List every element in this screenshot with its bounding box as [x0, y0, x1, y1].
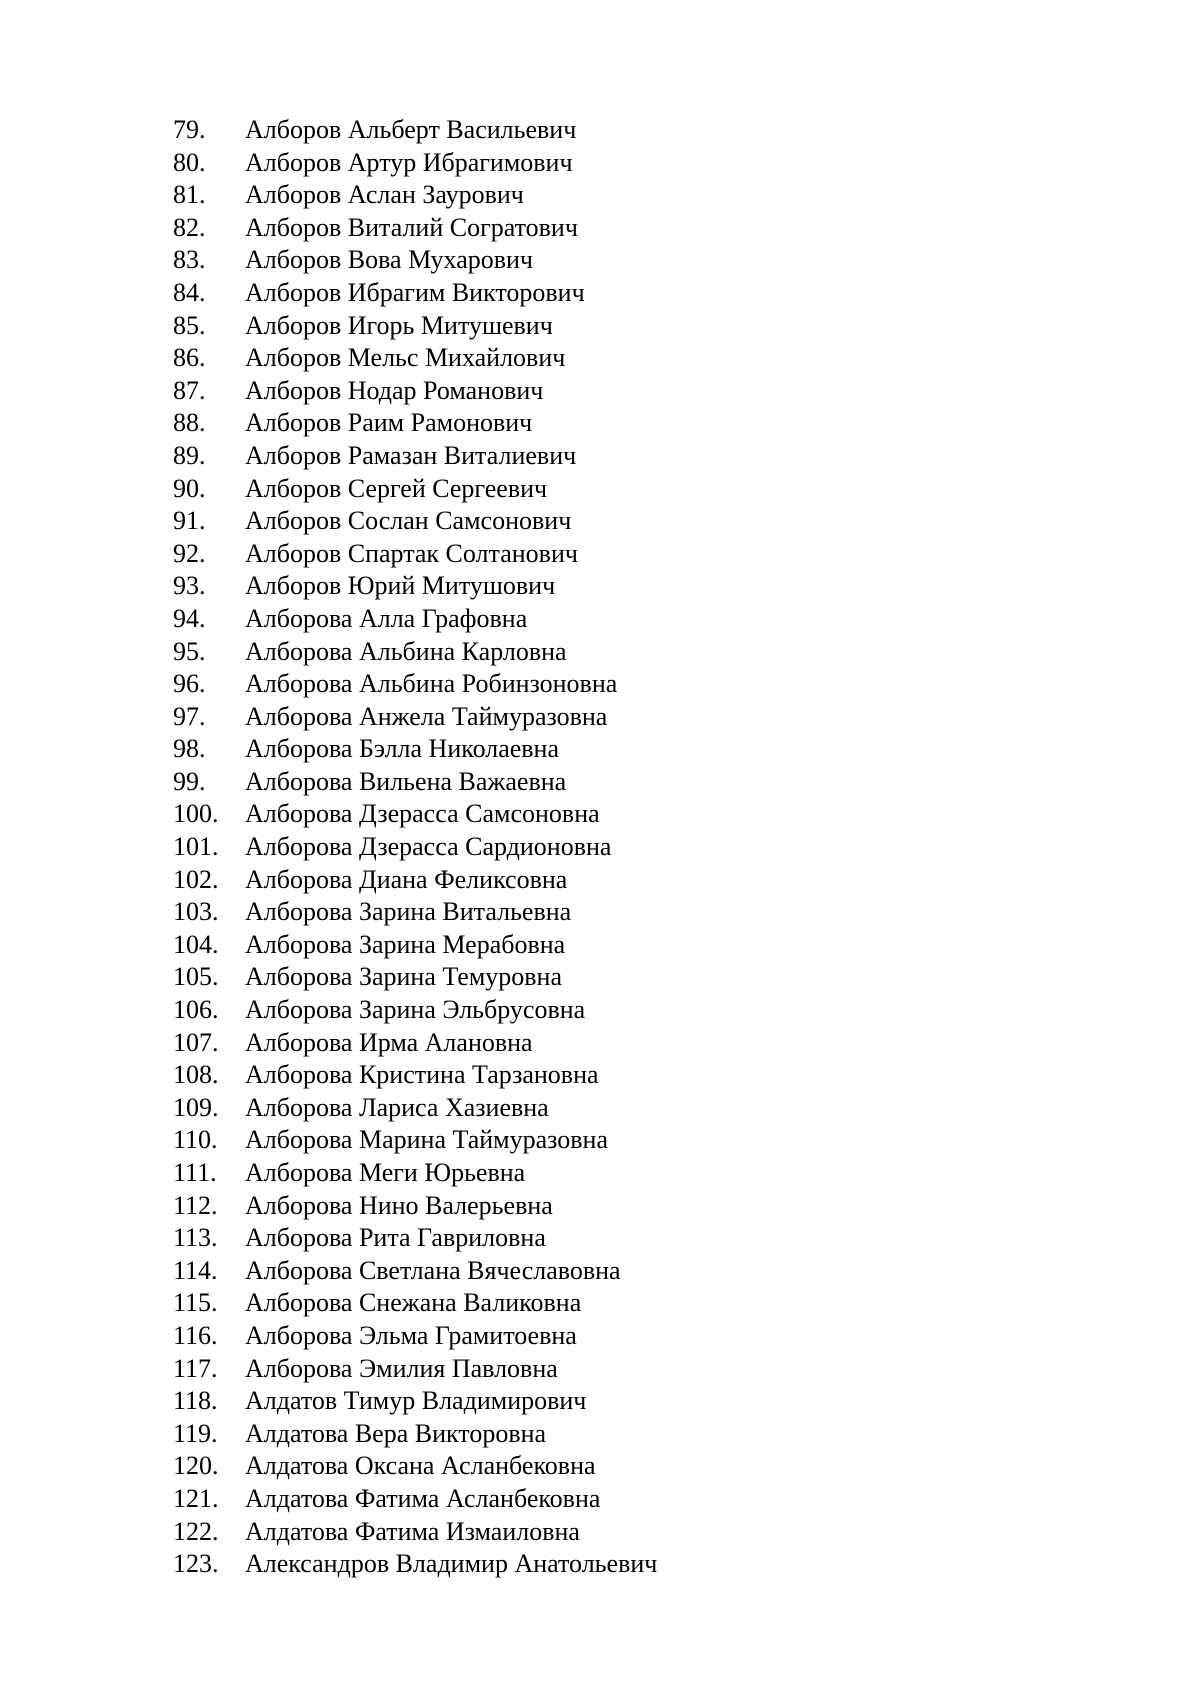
person-name: Алборова Эмилия Павловна [245, 1353, 558, 1383]
item-number: 123. [173, 1549, 219, 1579]
person-name: Алборова Альбина Робинзоновна [245, 669, 618, 699]
list-item [173, 244, 657, 277]
item-number: 79. [173, 115, 206, 144]
list-item [173, 831, 657, 864]
person-name: Алборова Анжела Таймуразовна [245, 701, 608, 731]
person-name: Алборова Ирма Алановна [245, 1027, 533, 1057]
item-number: 112. [173, 1190, 218, 1220]
item-number: 93. [173, 571, 206, 601]
person-name: Алборова Снежана Валиковна [245, 1288, 582, 1318]
item-number: 110. [173, 1125, 218, 1155]
item-number: 111. [173, 1158, 217, 1187]
person-name: Алборова Альбина Карловна [245, 636, 567, 666]
item-number: 107. [173, 1027, 219, 1057]
item-number: 96. [173, 669, 206, 699]
list-item [173, 1027, 657, 1060]
list-item [173, 864, 657, 897]
person-name: Алборова Диана Феликсовна [245, 864, 568, 894]
item-number: 94. [173, 603, 206, 633]
list-item [173, 1092, 657, 1125]
list-item [173, 1157, 657, 1190]
person-name: Алборова Меги Юрьевна [245, 1158, 526, 1187]
list-item [173, 570, 657, 603]
item-number: 116. [173, 1320, 218, 1350]
item-number: 80. [173, 147, 206, 177]
list-item [173, 538, 657, 571]
list-item [173, 1418, 657, 1451]
list-item [173, 1483, 657, 1516]
person-name: Алборов Альберт Васильевич [245, 115, 577, 144]
item-number: 118. [173, 1386, 218, 1416]
list-item [173, 636, 657, 669]
list-item [173, 440, 657, 473]
person-name: Алборова Марина Таймуразовна [245, 1125, 609, 1155]
list-item [173, 896, 657, 929]
item-number: 99. [173, 766, 206, 796]
item-number: 122. [173, 1516, 219, 1546]
item-number: 84. [173, 277, 206, 307]
list-item [173, 1222, 657, 1255]
item-number: 86. [173, 343, 206, 373]
person-name: Алборов Ибрагим Викторович [245, 277, 585, 307]
item-number: 98. [173, 734, 206, 764]
item-number: 95. [173, 636, 206, 666]
list-item [173, 179, 657, 212]
person-name: Алборова Зарина Темуровна [245, 962, 563, 992]
list-item [173, 1059, 657, 1092]
person-name: Алдатова Фатима Измаиловна [245, 1516, 580, 1546]
list-item [173, 994, 657, 1027]
item-number: 105. [173, 962, 219, 992]
person-name: Алборова Лариса Хазиевна [245, 1092, 549, 1122]
person-name: Алборов Виталий Согратович [245, 212, 578, 242]
item-number: 121. [173, 1483, 219, 1513]
list-item [173, 375, 657, 408]
list-item [173, 1385, 657, 1418]
list-item [173, 1548, 657, 1581]
list-item [173, 1287, 657, 1320]
item-number: 83. [173, 245, 206, 275]
item-number: 87. [173, 375, 206, 405]
list-item [173, 1353, 657, 1386]
list-item [173, 147, 657, 180]
person-name: Алборова Дзерасса Самсоновна [245, 799, 600, 829]
item-number: 114. [173, 1255, 218, 1285]
person-name: Алборов Игорь Митушевич [245, 310, 553, 340]
person-name: Алборова Светлана Вячеславовна [245, 1255, 621, 1285]
item-number: 89. [173, 440, 206, 470]
person-name: Алборов Юрий Митушович [245, 571, 556, 601]
person-name: Алборова Нино Валерьевна [245, 1190, 553, 1220]
item-number: 104. [173, 929, 219, 959]
item-number: 119. [173, 1418, 218, 1448]
item-number: 117. [173, 1353, 218, 1383]
item-number: 81. [173, 180, 206, 210]
item-number: 106. [173, 995, 219, 1025]
person-name: Алборова Зарина Эльбрусовна [245, 995, 586, 1025]
list-item [173, 277, 657, 310]
person-name: Алборова Вильена Важаевна [245, 766, 567, 796]
item-number: 108. [173, 1060, 219, 1090]
list-item [173, 342, 657, 375]
list-item [173, 212, 657, 245]
list-item [173, 929, 657, 962]
person-name: Алборова Рита Гавриловна [245, 1223, 546, 1253]
item-number: 115. [173, 1288, 218, 1318]
list-item [173, 701, 657, 734]
item-number: 92. [173, 538, 206, 568]
item-number: 102. [173, 864, 219, 894]
item-number: 97. [173, 701, 206, 731]
person-name: Алборов Рамазан Виталиевич [245, 440, 577, 470]
list-item [173, 603, 657, 636]
item-number: 101. [173, 832, 219, 862]
person-name: Алборова Эльма Грамитоевна [245, 1320, 577, 1350]
list-item [173, 1320, 657, 1353]
person-name: Алборова Зарина Витальевна [245, 897, 572, 927]
person-name: Алборова Алла Графовна [245, 603, 528, 633]
item-number: 85. [173, 310, 206, 340]
item-number: 91. [173, 506, 206, 536]
item-number: 82. [173, 212, 206, 242]
person-name: Алборов Аслан Заурович [245, 180, 524, 210]
person-name: Алборова Зарина Мерабовна [245, 929, 566, 959]
list-item [173, 114, 657, 147]
list-item [173, 505, 657, 538]
person-name: Алборова Бэлла Николаевна [245, 734, 560, 764]
person-name: Алборов Раим Рамонович [245, 408, 533, 438]
list-item [173, 310, 657, 343]
name-list [173, 114, 657, 1581]
person-name: Алборов Артур Ибрагимович [245, 147, 573, 177]
person-name: Алборова Дзерасса Сардионовна [245, 832, 612, 862]
person-name: Алдатов Тимур Владимирович [245, 1386, 587, 1416]
list-item [173, 407, 657, 440]
person-name: Алдатова Вера Викторовна [245, 1418, 547, 1448]
list-item [173, 961, 657, 994]
person-name: Алдатова Фатима Асланбековна [245, 1483, 601, 1513]
item-number: 109. [173, 1092, 219, 1122]
person-name: Алборов Спартак Солтанович [245, 538, 578, 568]
person-name: Алборов Сергей Сергеевич [245, 473, 548, 503]
list-item [173, 1450, 657, 1483]
person-name: Алборов Нодар Романович [245, 375, 544, 405]
item-number: 103. [173, 897, 219, 927]
list-item [173, 733, 657, 766]
person-name: Алборов Мельс Михайлович [245, 343, 566, 373]
person-name: Александров Владимир Анатольевич [245, 1549, 658, 1579]
person-name: Алдатова Оксана Асланбековна [245, 1451, 596, 1481]
item-number: 113. [173, 1223, 218, 1253]
person-name: Алборов Вова Мухарович [245, 245, 534, 275]
list-item [173, 1255, 657, 1288]
person-name: Алборова Кристина Тарзановна [245, 1060, 599, 1090]
list-item [173, 668, 657, 701]
list-item [173, 1124, 657, 1157]
list-item [173, 1516, 657, 1549]
list-item [173, 766, 657, 799]
item-number: 88. [173, 408, 206, 438]
item-number: 90. [173, 473, 206, 503]
item-number: 100. [173, 799, 219, 829]
item-number: 120. [173, 1451, 219, 1481]
list-item [173, 1190, 657, 1223]
list-item [173, 798, 657, 831]
list-item [173, 473, 657, 506]
person-name: Алборов Сослан Самсонович [245, 506, 572, 536]
